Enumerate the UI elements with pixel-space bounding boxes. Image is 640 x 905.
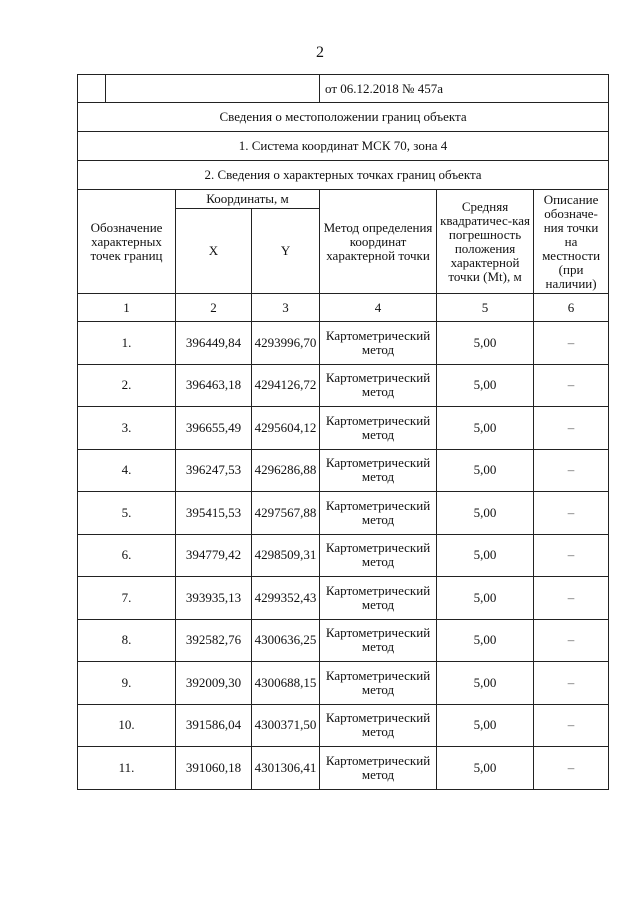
coordinate-y: 4300371,50 [252,704,320,747]
description-cell: – [534,662,609,705]
point-number: 6. [78,534,176,577]
order-reference: от 06.12.2018 № 457а [320,75,609,103]
column-number: 4 [320,294,437,322]
coordinate-x: 391586,04 [176,704,252,747]
header-y: Y [252,209,320,294]
error-value: 5,00 [437,449,534,492]
description-cell: – [534,619,609,662]
point-number: 7. [78,577,176,620]
method-text: Картометрический метод [325,455,431,485]
coordinate-x: 395415,53 [176,492,252,535]
column-number: 3 [252,294,320,322]
coordinate-x: 391060,18 [176,747,252,790]
method-cell [320,407,437,450]
coordinate-y: 4297567,88 [252,492,320,535]
error-value: 5,00 [437,407,534,450]
description-cell: – [534,492,609,535]
table-row [78,449,609,492]
error-value: 5,00 [437,704,534,747]
method-text: Картометрический метод [325,582,431,612]
point-number: 4. [78,449,176,492]
header-method: Метод определения координат характерной точки [320,190,437,294]
coordinate-y: 4301306,41 [252,747,320,790]
method-cell [320,322,437,365]
error-value: 5,00 [437,322,534,365]
coordinate-x: 396655,49 [176,407,252,450]
method-cell [320,577,437,620]
method-cell [320,747,437,790]
point-number: 3. [78,407,176,450]
column-number: 6 [534,294,609,322]
method-text: Картометрический метод [325,710,431,740]
table-row [78,662,609,705]
method-text: Картометрический метод [325,497,431,527]
coordinate-y: 4293996,70 [252,322,320,365]
data-rows [78,322,609,790]
method-cell [320,449,437,492]
method-cell [320,492,437,535]
error-value: 5,00 [437,662,534,705]
boundary-points-table [77,74,609,790]
coordinate-x: 396247,53 [176,449,252,492]
table-row [78,747,609,790]
method-text: Картометрический метод [325,540,431,570]
empty-cell [106,75,320,103]
coordinate-system: 1. Система координат МСК 70, зона 4 [78,132,609,161]
table-row [78,364,609,407]
description-cell: – [534,577,609,620]
coordinate-y: 4296286,88 [252,449,320,492]
points-title: 2. Сведения о характерных точках границ объекта [78,161,609,190]
coordinate-x: 392582,76 [176,619,252,662]
description-cell: – [534,534,609,577]
order-row [78,75,609,103]
coordinate-y: 4298509,31 [252,534,320,577]
method-text: Картометрический метод [325,370,431,400]
error-value: 5,00 [437,492,534,535]
description-cell: – [534,407,609,450]
point-number: 11. [78,747,176,790]
point-number: 9. [78,662,176,705]
description-cell: – [534,449,609,492]
method-cell [320,364,437,407]
method-cell [320,619,437,662]
method-text: Картометрический метод [325,327,431,357]
table-row [78,704,609,747]
header-x: X [176,209,252,294]
method-cell [320,534,437,577]
point-number: 8. [78,619,176,662]
header-description: Описание обозначе-ния точки на местности (при наличии) [534,190,609,294]
page-number: 2 [316,44,324,61]
header-designation: Обозначение характерных точек границ [78,190,176,294]
column-number: 2 [176,294,252,322]
point-number: 5. [78,492,176,535]
section-title-row [78,103,609,132]
description-cell: – [534,364,609,407]
column-number: 5 [437,294,534,322]
table-row [78,577,609,620]
coordinate-x: 393935,13 [176,577,252,620]
error-value: 5,00 [437,619,534,662]
header-error: Средняя квадратичес-кая погрешность положения характерной точки (Mt), м [437,190,534,294]
method-text: Картометрический метод [325,752,431,782]
point-number: 10. [78,704,176,747]
section-title: Сведения о местоположении границ объекта [78,103,609,132]
error-value: 5,00 [437,577,534,620]
table-row [78,534,609,577]
description-cell: – [534,747,609,790]
point-number: 1. [78,322,176,365]
table-row [78,322,609,365]
description-cell: – [534,704,609,747]
method-text: Картометрический метод [325,667,431,697]
method-text: Картометрический метод [325,625,431,655]
empty-cell [78,75,106,103]
column-number: 1 [78,294,176,322]
table-row [78,619,609,662]
error-value: 5,00 [437,747,534,790]
method-cell [320,704,437,747]
coordinate-system-row [78,132,609,161]
point-number: 2. [78,364,176,407]
coordinate-y: 4299352,43 [252,577,320,620]
header-coordinates: Координаты, м [176,190,320,209]
header-row [78,190,609,209]
table-row [78,407,609,450]
coordinate-y: 4300688,15 [252,662,320,705]
method-cell [320,662,437,705]
coordinate-x: 392009,30 [176,662,252,705]
coordinate-y: 4294126,72 [252,364,320,407]
coordinate-x: 396463,18 [176,364,252,407]
description-cell: – [534,322,609,365]
error-value: 5,00 [437,364,534,407]
table-row [78,492,609,535]
coordinate-x: 396449,84 [176,322,252,365]
column-number-row [78,294,609,322]
coordinate-x: 394779,42 [176,534,252,577]
points-title-row [78,161,609,190]
method-text: Картометрический метод [325,412,431,442]
coordinate-y: 4295604,12 [252,407,320,450]
coordinate-y: 4300636,25 [252,619,320,662]
error-value: 5,00 [437,534,534,577]
